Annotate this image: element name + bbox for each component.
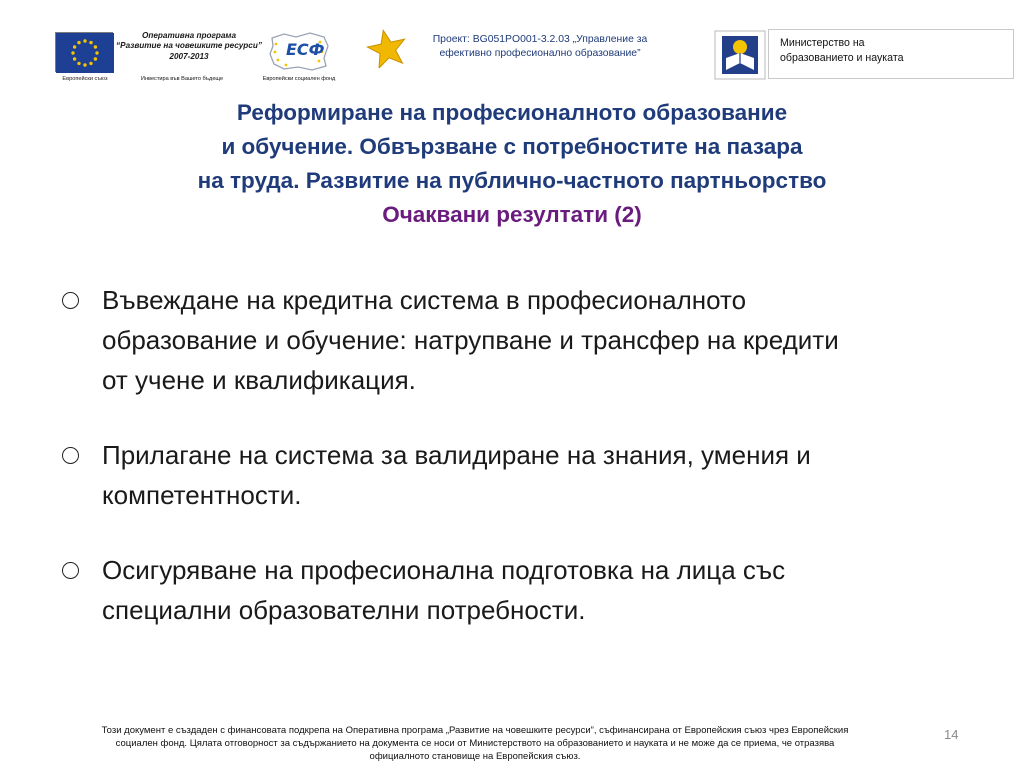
esf-logo-text: ЕСФ bbox=[286, 40, 325, 59]
bullet-item bbox=[62, 280, 1012, 400]
operational-programme-logo bbox=[116, 31, 262, 62]
esf-logo bbox=[266, 28, 332, 74]
disclaimer-line-2: социален фонд. Цялата отговорност за съдържанието на документа се носи от Министерството на образованието и науката и не може да се приема, че отразява bbox=[115, 738, 835, 749]
title-line-3: на труда. Развитие на публично-частното партньорство bbox=[197, 168, 827, 193]
ministry-logo bbox=[714, 30, 766, 80]
slide-title bbox=[0, 96, 1024, 232]
ministry-name-box bbox=[768, 29, 1014, 79]
esf-caption: Европейски социален фонд bbox=[262, 76, 336, 82]
bullet-line: Въвеждане на кредитна система в професионалното bbox=[102, 285, 747, 315]
ministry-line-1: Министерство на bbox=[780, 37, 865, 49]
hollow-circle-bullet-icon bbox=[62, 447, 79, 464]
op-line-2: “Развитие на човешките ресурси” bbox=[116, 41, 262, 51]
bullet-item bbox=[62, 550, 1012, 630]
ministry-line-2: образованието и науката bbox=[780, 52, 904, 64]
title-line-2: и обучение. Обвързване с потребностите на пазара bbox=[221, 134, 803, 159]
bullet-list bbox=[62, 280, 1012, 630]
slide-subtitle: Очаквани резултати (2) bbox=[382, 202, 642, 227]
bullet-line: образование и обучение: натрупване и трансфер на кредити bbox=[102, 325, 839, 355]
bullet-line: Прилагане на система за валидиране на знания, умения и bbox=[102, 440, 811, 470]
bullet-line: Осигуряване на професионална подготовка на лица със bbox=[102, 555, 786, 585]
star-icon bbox=[366, 28, 408, 68]
title-line-1: Реформиране на професионалното образование bbox=[236, 100, 788, 125]
disclaimer-line-1: Този документ е създаден с финансовата подкрепа на Оперативна програма „Развитие на човешките ресурси”, съфинансирана от Европейския съюз чрез Европейския bbox=[101, 725, 849, 736]
project-line-1: Проект: BG051PO001-3.2.03 „Управление за bbox=[432, 34, 648, 45]
project-star-logo bbox=[366, 28, 408, 68]
op-line-1: Оперативна програма bbox=[141, 31, 237, 40]
op-line-3: 2007-2013 bbox=[169, 51, 209, 61]
eu-flag-logo bbox=[55, 32, 113, 72]
op-caption: Инвестира във Вашето бъдеще bbox=[140, 76, 224, 82]
bullet-line: специални образователни потребности. bbox=[102, 595, 586, 625]
funding-disclaimer bbox=[20, 724, 930, 763]
ministry-emblem-icon bbox=[714, 30, 766, 80]
hollow-circle-bullet-icon bbox=[62, 292, 79, 309]
disclaimer-line-3: официалното становище на Европейския съюз. bbox=[369, 751, 581, 762]
bullet-line: от учене и квалификация. bbox=[102, 365, 416, 395]
bullet-item bbox=[62, 435, 1012, 515]
hollow-circle-bullet-icon bbox=[62, 562, 79, 579]
page-number: 14 bbox=[944, 727, 959, 742]
bullet-line: компетентности. bbox=[102, 480, 302, 510]
project-info bbox=[404, 33, 676, 61]
eu-caption: Европейски съюз bbox=[62, 76, 108, 82]
eu-stars-icon bbox=[56, 33, 114, 73]
project-line-2: ефективно професионално образование” bbox=[439, 48, 641, 59]
